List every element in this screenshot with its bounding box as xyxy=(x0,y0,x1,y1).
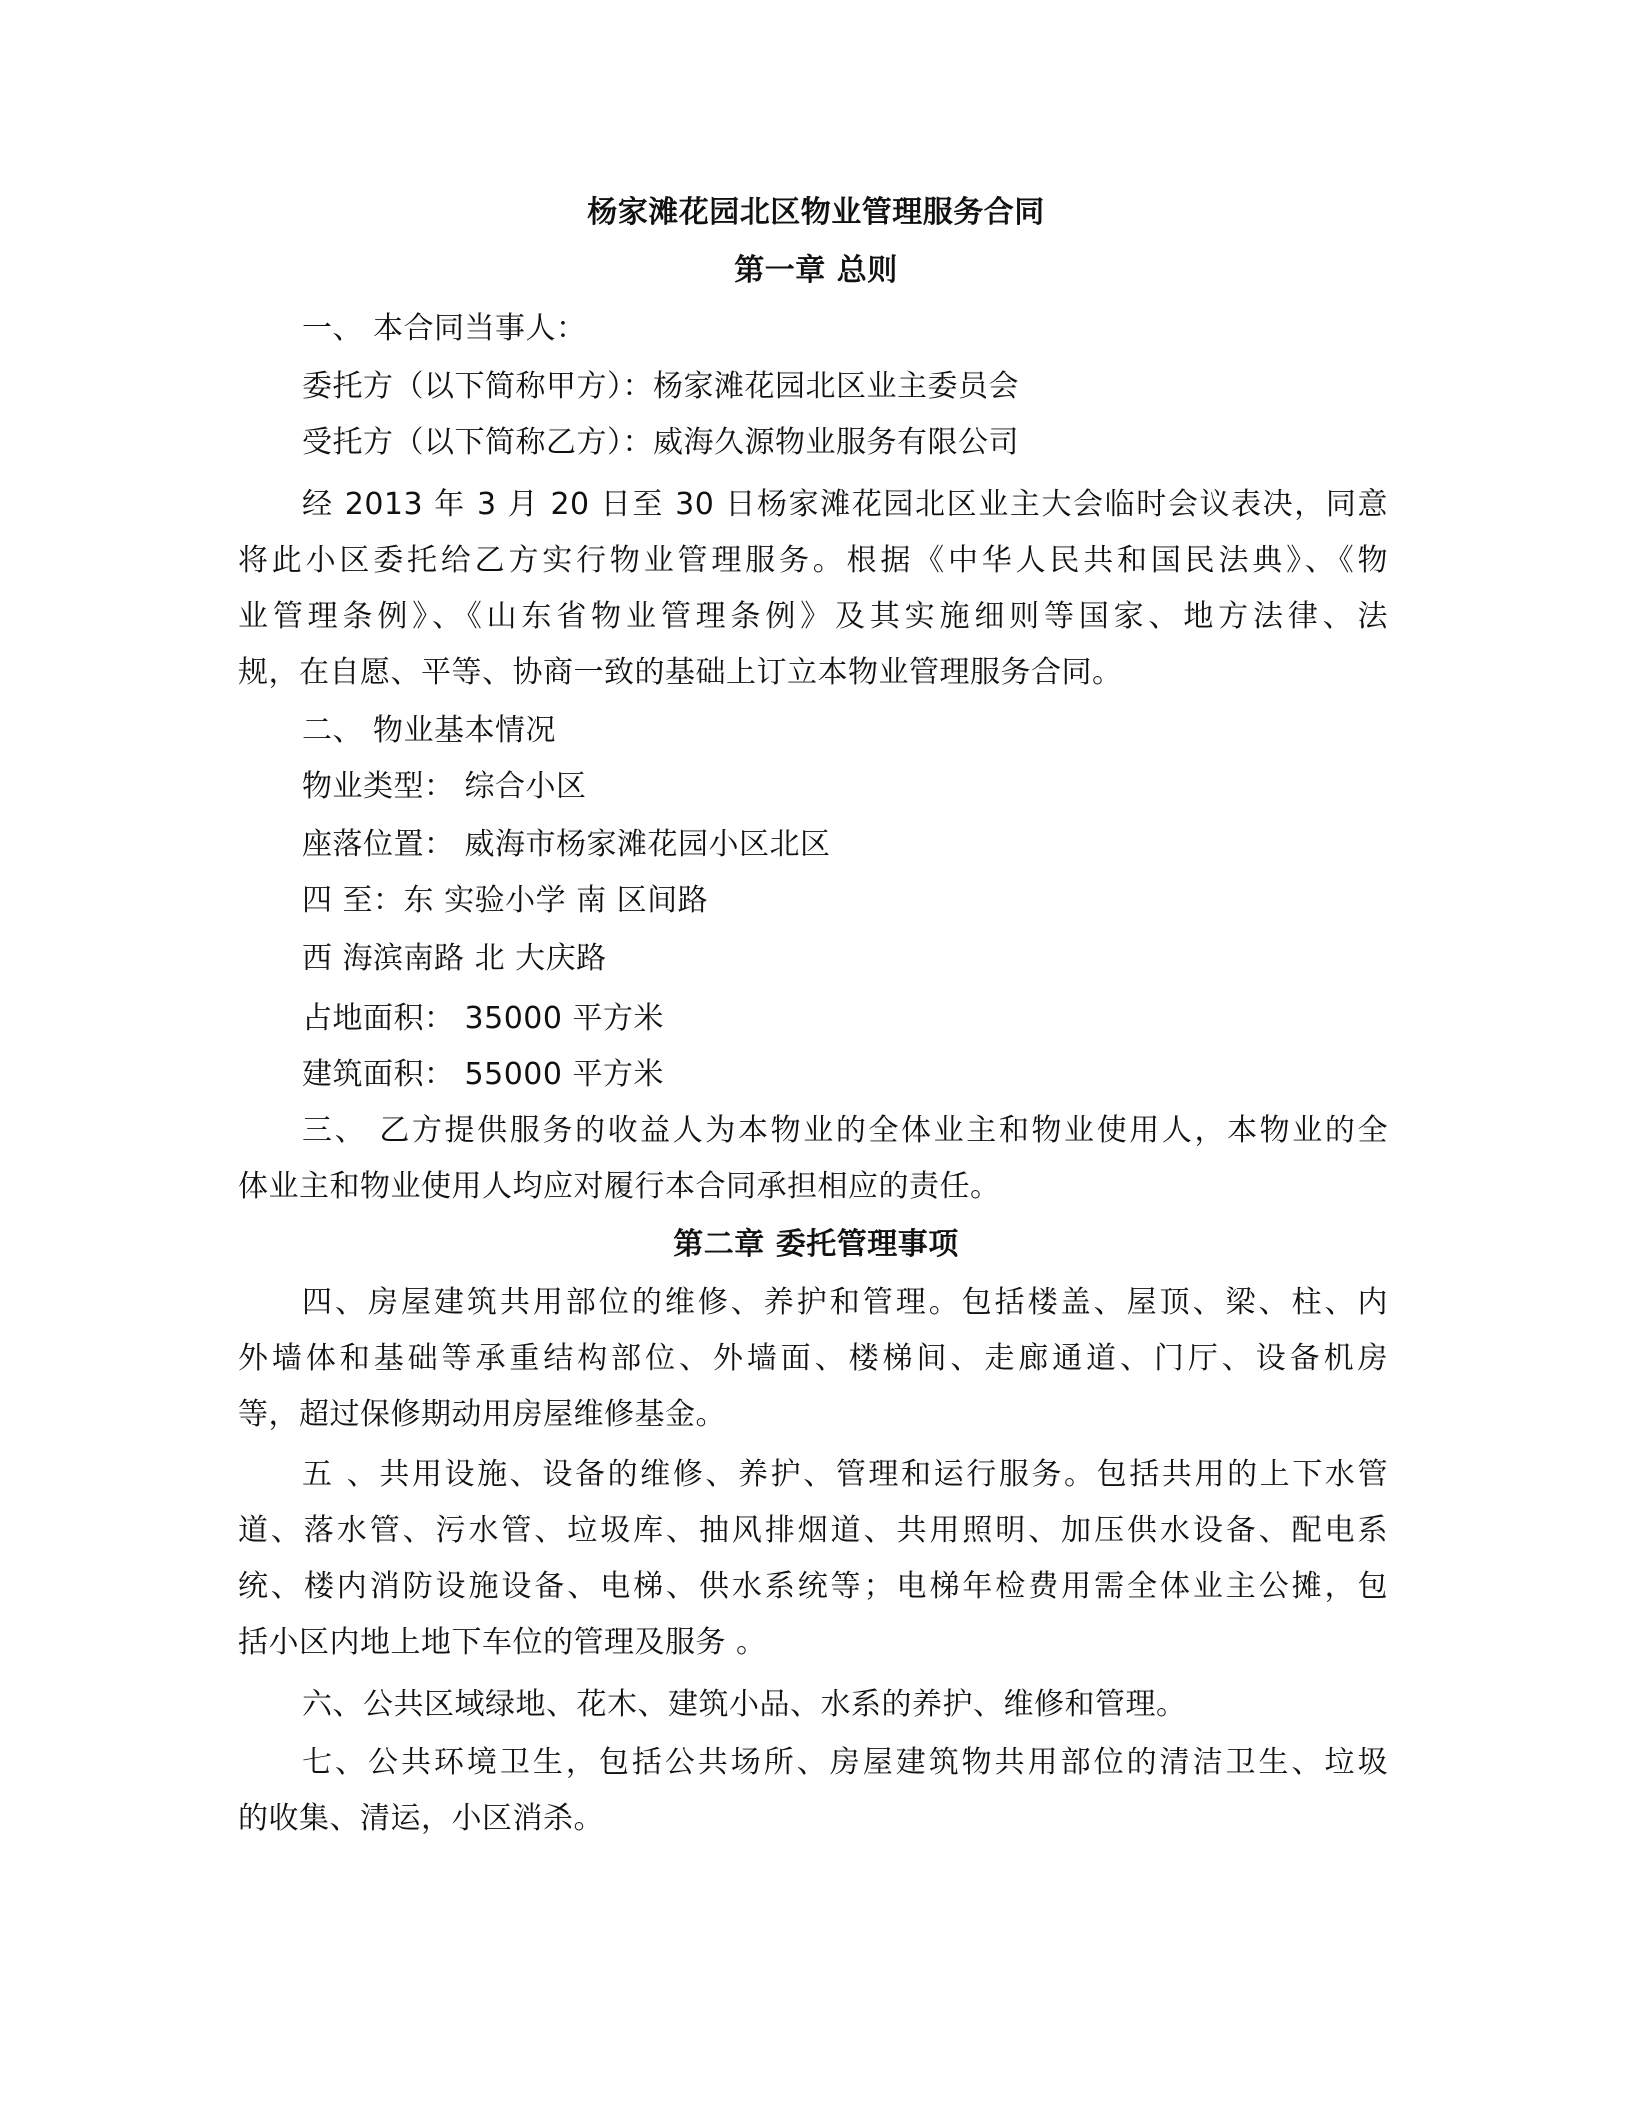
party-a-line: 委托方（以下简称甲方）：杨家滩花园北区业主委员会 xyxy=(302,369,1019,404)
land-area: 占地面积： 35000 平方米 xyxy=(302,1001,665,1036)
intro-paragraph-line-4: 规，在自愿、平等、协商一致的基础上订立本物业管理服务合同。 xyxy=(238,655,1123,690)
item-5-line-2: 道、落水管、污水管、垃圾库、抽风排烟道、共用照明、加压供水设备、配电系 xyxy=(238,1513,1388,1548)
item-5-line-3: 统、楼内消防设施设备、电梯、供水系统等；电梯年检费用需全体业主公摊，包 xyxy=(238,1569,1388,1604)
building-area: 建筑面积： 55000 平方米 xyxy=(302,1057,665,1092)
boundary-line-2: 西 海滨南路 北 大庆路 xyxy=(302,941,607,976)
intro-paragraph-line-3: 业管理条例》、《山东省物业管理条例》及其实施细则等国家、地方法律、法 xyxy=(238,599,1388,634)
section-1-heading: 一、 本合同当事人： xyxy=(302,311,587,346)
item-7-line-2: 的收集、清运，小区消杀。 xyxy=(238,1801,604,1836)
section-2-heading: 二、 物业基本情况 xyxy=(302,713,557,748)
property-type: 物业类型： 综合小区 xyxy=(302,769,587,804)
section-3-line-2: 体业主和物业使用人均应对履行本合同承担相应的责任。 xyxy=(238,1169,1001,1204)
item-7-line-1: 七、公共环境卫生，包括公共场所、房屋建筑物共用部位的清洁卫生、垃圾 xyxy=(302,1745,1388,1780)
boundary-line-1: 四 至：东 实验小学 南 区间路 xyxy=(302,883,709,918)
intro-paragraph-line-2: 将此小区委托给乙方实行物业管理服务。根据《中华人民共和国民法典》、《物 xyxy=(238,543,1388,578)
chapter-2-heading: 第二章 委托管理事项 xyxy=(673,1227,959,1262)
item-4-line-1: 四、房屋建筑共用部位的维修、养护和管理。包括楼盖、屋顶、梁、柱、内 xyxy=(302,1285,1388,1320)
item-4-line-2: 外墙体和基础等承重结构部位、外墙面、楼梯间、走廊通道、门厅、设备机房 xyxy=(238,1341,1388,1376)
item-5-line-1: 五 、共用设施、设备的维修、养护、管理和运行服务。包括共用的上下水管 xyxy=(302,1457,1388,1492)
chapter-1-heading: 第一章 总则 xyxy=(734,253,898,288)
intro-paragraph-line-1: 经 2013 年 3 月 20 日至 30 日杨家滩花园北区业主大会临时会议表决，同意 xyxy=(302,487,1388,522)
property-location: 座落位置： 威海市杨家滩花园小区北区 xyxy=(302,827,831,862)
item-5-line-4: 括小区内地上地下车位的管理及服务 。 xyxy=(238,1625,767,1660)
party-b-line: 受托方（以下简称乙方）：威海久源物业服务有限公司 xyxy=(302,425,1019,460)
item-4-line-3: 等，超过保修期动用房屋维修基金。 xyxy=(238,1397,726,1432)
document-title: 杨家滩花园北区物业管理服务合同 xyxy=(587,195,1045,230)
item-6: 六、公共区域绿地、花木、建筑小品、水系的养护、维修和管理。 xyxy=(302,1687,1187,1722)
section-3-line-1: 三、 乙方提供服务的收益人为本物业的全体业主和物业使用人，本物业的全 xyxy=(302,1113,1388,1148)
